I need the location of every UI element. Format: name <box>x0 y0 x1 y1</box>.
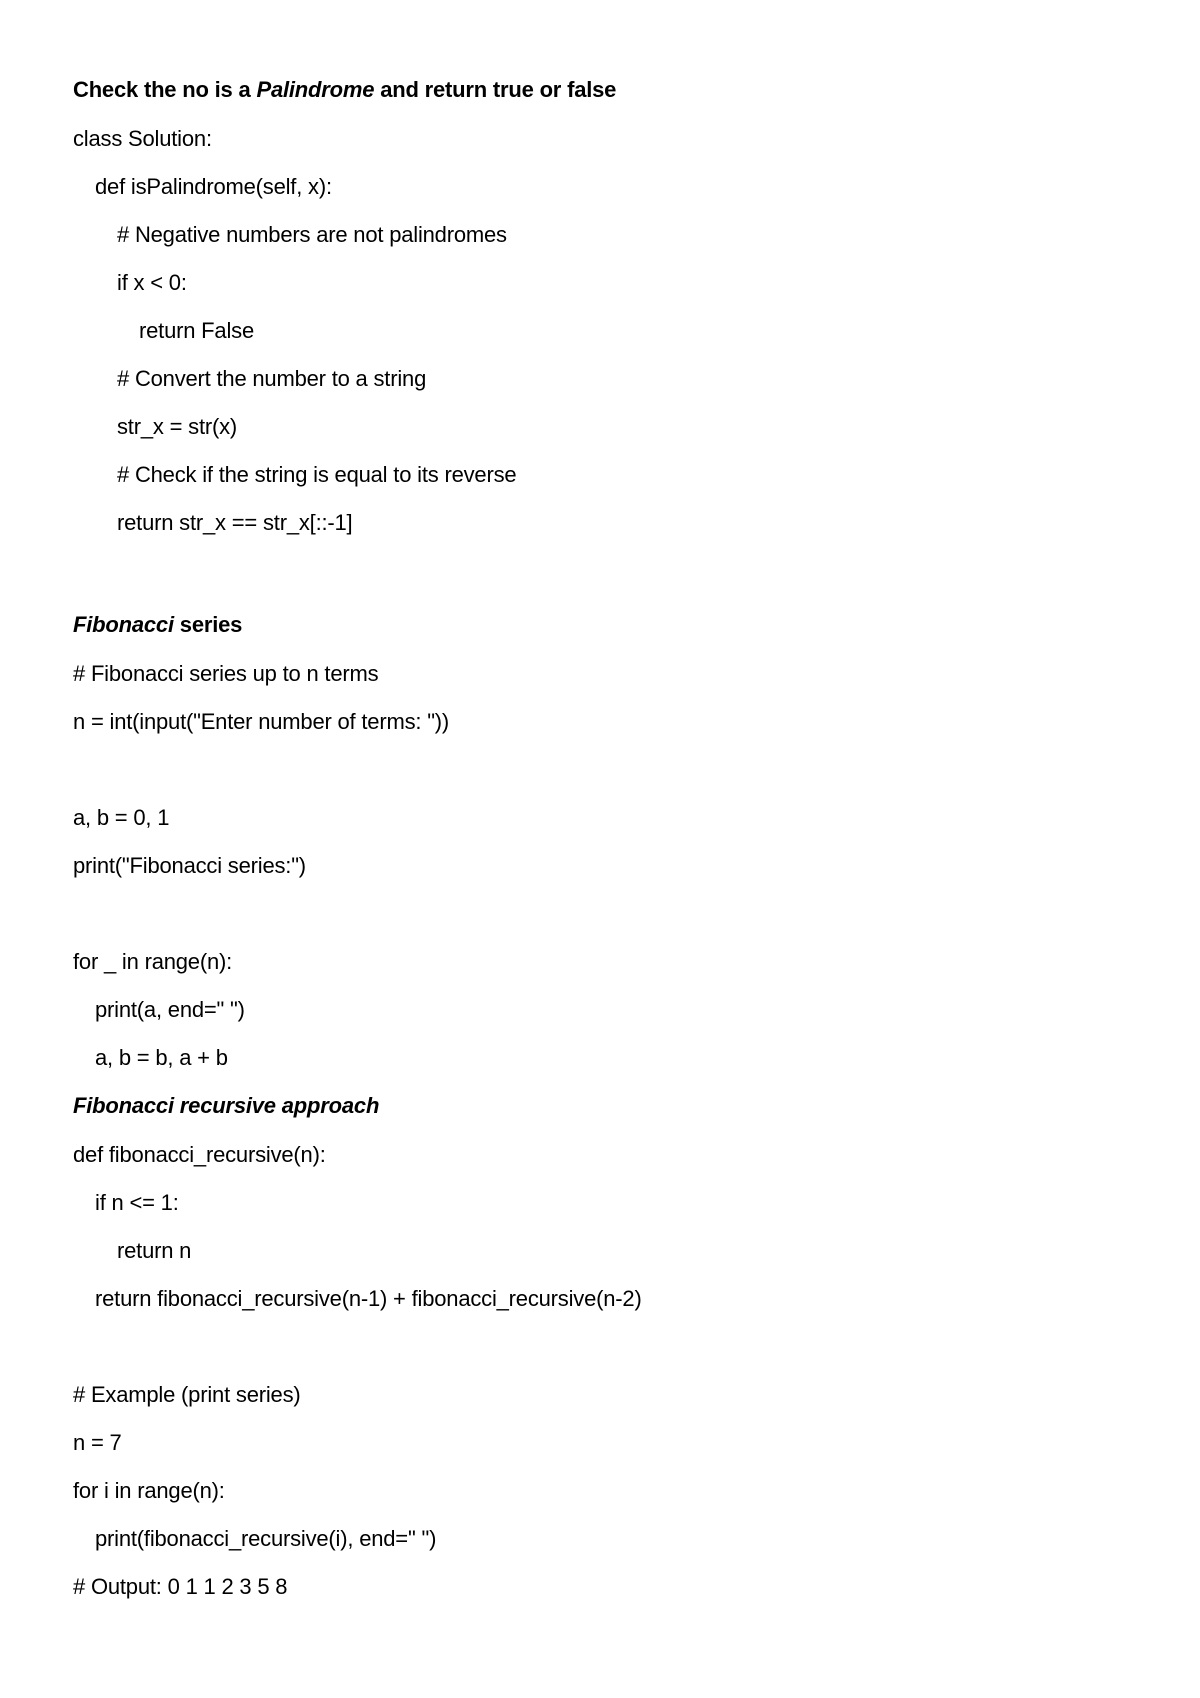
code-line: if x < 0: <box>117 270 187 295</box>
code-comment: # Convert the number to a string <box>117 366 427 391</box>
code-comment: # Fibonacci series up to n terms <box>73 661 379 686</box>
code-line: print(fibonacci_recursive(i), end=" ") <box>95 1526 437 1551</box>
code-line: for i in range(n): <box>73 1478 225 1503</box>
code-line: return fibonacci_recursive(n-1) + fibonacci_recursive(n-2) <box>95 1286 642 1311</box>
code-comment: # Output: 0 1 1 2 3 5 8 <box>73 1574 288 1599</box>
code-line: a, b = b, a + b <box>95 1045 228 1070</box>
code-line: if n <= 1: <box>95 1190 179 1215</box>
code-line: def isPalindrome(self, x): <box>95 174 332 199</box>
recursive-heading <box>73 1091 379 1121</box>
code-line: for _ in range(n): <box>73 949 233 974</box>
code-line: str_x = str(x) <box>117 414 238 439</box>
heading-text: series <box>173 612 243 637</box>
code-line: class Solution: <box>73 126 212 151</box>
palindrome-heading <box>73 75 616 105</box>
heading-text: and return true or false <box>374 77 617 102</box>
code-comment: # Negative numbers are not palindromes <box>117 222 507 247</box>
heading-italic-term: Fibonacci <box>73 612 174 637</box>
code-line: return False <box>139 318 254 343</box>
heading-italic-text: Fibonacci recursive approach <box>73 1093 380 1118</box>
code-comment: # Example (print series) <box>73 1382 301 1407</box>
fibonacci-heading <box>73 610 242 640</box>
code-line: return str_x == str_x[::-1] <box>117 510 353 535</box>
code-line: n = int(input("Enter number of terms: ")) <box>73 709 450 734</box>
code-line: print(a, end=" ") <box>95 997 245 1022</box>
code-line: a, b = 0, 1 <box>73 805 170 830</box>
code-line: return n <box>117 1238 192 1263</box>
heading-text: Check the no is a <box>73 77 257 102</box>
code-line: n = 7 <box>73 1430 122 1455</box>
code-line: def fibonacci_recursive(n): <box>73 1142 326 1167</box>
code-line: print("Fibonacci series:") <box>73 853 306 878</box>
heading-italic-term: Palindrome <box>256 77 375 102</box>
code-comment: # Check if the string is equal to its reverse <box>117 462 517 487</box>
